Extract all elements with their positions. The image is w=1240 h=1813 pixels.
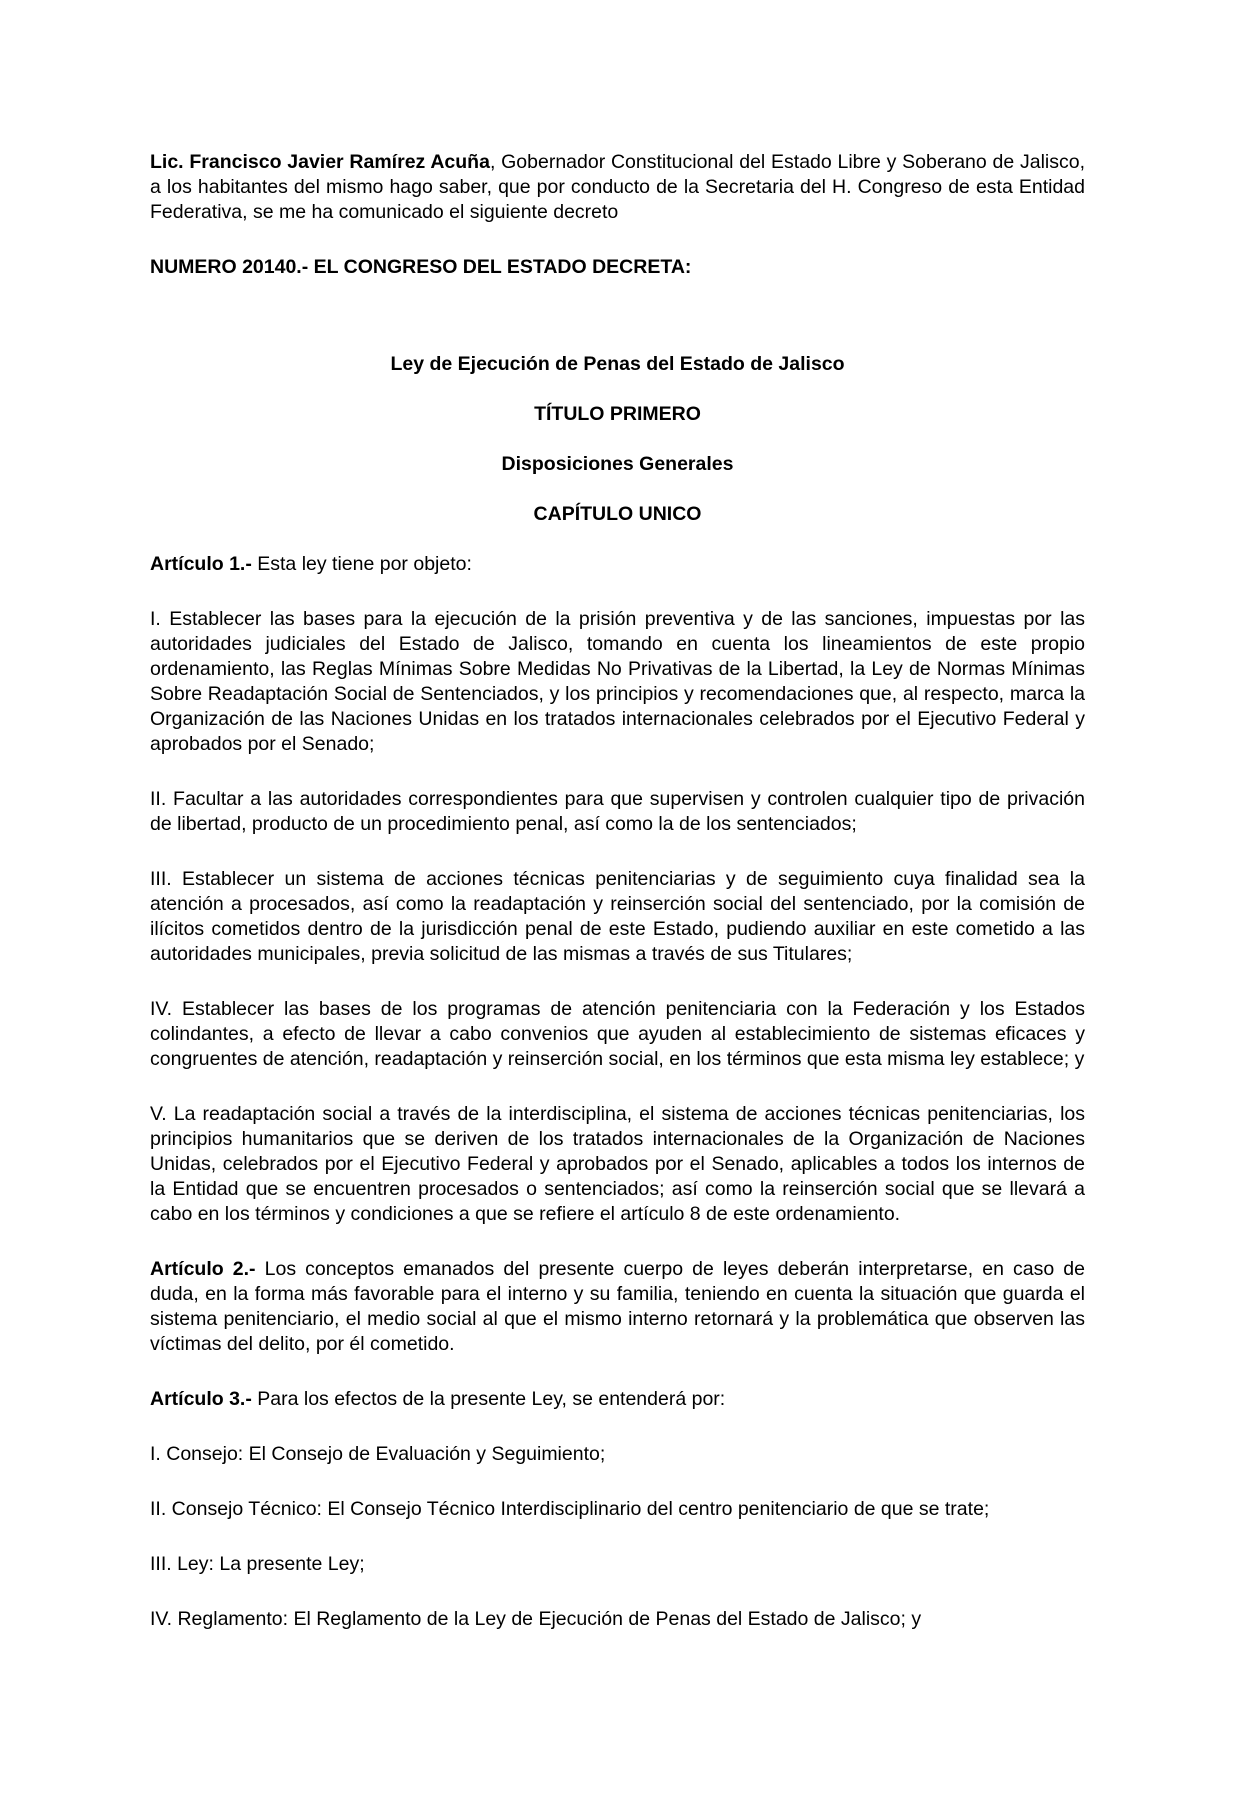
title-heading: TÍTULO PRIMERO xyxy=(534,403,701,425)
article-1-text: Esta ley tiene por objeto: xyxy=(251,553,472,575)
article-3-item: I. Consejo: El Consejo de Evaluación y Seguimiento; xyxy=(150,1443,606,1465)
chapter-heading: CAPÍTULO UNICO xyxy=(533,503,702,525)
decree-heading: NUMERO 20140.- EL CONGRESO DEL ESTADO DECRETA: xyxy=(150,256,692,278)
article-3-text: Para los efectos de la presente Ley, se entenderá por: xyxy=(251,1388,726,1410)
article-3-item: III. Ley: La presente Ley; xyxy=(150,1553,365,1575)
law-title: Ley de Ejecución de Penas del Estado de Jalisco xyxy=(390,353,845,375)
article-3-heading xyxy=(150,1387,1085,1412)
article-1-item: III. Establecer un sistema de acciones técnicas penitenciarias y de seguimiento cuya finalidad sea la atención a procesados, así como la readaptación y reinserción social del sentenciado, por la comisión de ilícitos cometidos dentro de la jurisdicción penal de este Estado, pudiendo auxiliar en este cometido a las autoridades municipales, previa solicitud de las mismas a través de sus Titulares; xyxy=(150,868,1085,965)
article-1-item: IV. Establecer las bases de los programas de atención penitenciaria con la Federación y los Estados colindantes, a efecto de llevar a cabo convenios que ayuden al establecimiento de sistemas eficaces y congruentes de atención, readaptación y reinserción social, en los términos que esta misma ley establece; y xyxy=(150,998,1085,1070)
article-3-item: II. Consejo Técnico: El Consejo Técnico Interdisciplinario del centro penitenciario de que se trate; xyxy=(150,1498,990,1520)
article-3-label: Artículo 3.- xyxy=(150,1388,252,1410)
article-2-label: Artículo 2.- xyxy=(150,1258,256,1280)
article-2-paragraph xyxy=(150,1257,1085,1357)
intro-paragraph xyxy=(150,150,1085,225)
governor-name: Lic. Francisco Javier Ramírez Acuña xyxy=(150,151,490,173)
document-page xyxy=(150,150,1085,1662)
subtitle-heading: Disposiciones Generales xyxy=(501,453,734,475)
article-1-item: V. La readaptación social a través de la interdisciplina, el sistema de acciones técnicas penitenciarias, los principios humanitarios que se deriven de los tratados internacionales de la Organización de Naciones Unidas, celebrados por el Ejecutivo Federal y aprobados por el Senado, aplicables a todos los internos de la Entidad que se encuentren procesados o sentenciados; así como la reinserción social que se llevará a cabo en los términos y condiciones a que se refiere el artículo 8 de este ordenamiento. xyxy=(150,1103,1085,1225)
article-3-item: IV. Reglamento: El Reglamento de la Ley de Ejecución de Penas del Estado de Jalisco; y xyxy=(150,1608,922,1630)
intro-text: , Gobernador Constitucional del Estado Libre y Soberano de Jalisco, a los habitantes del mismo hago saber, que por conducto de la Secretaria del H. Congreso de esta Entidad Federativa, se me ha comunicado el siguiente decreto xyxy=(150,151,1085,223)
article-1-label: Artículo 1.- xyxy=(150,553,252,575)
article-1-heading xyxy=(150,552,1085,577)
article-2-text: Los conceptos emanados del presente cuerpo de leyes deberán interpretarse, en caso de duda, en la forma más favorable para el interno y su familia, teniendo en cuenta la situación que guarda el sistema penitenciario, el medio social al que el mismo interno retornará y la problemática que observen las víctimas del delito, por él cometido. xyxy=(150,1258,1086,1355)
article-1-item: I. Establecer las bases para la ejecución de la prisión preventiva y de las sanciones, impuestas por las autoridades judiciales del Estado de Jalisco, tomando en cuenta los lineamientos de este propio ordenamiento, las Reglas Mínimas Sobre Medidas No Privativas de la Libertad, la Ley de Normas Mínimas Sobre Readaptación Social de Sentenciados, y los principios y recomendaciones que, al respecto, marca la Organización de las Naciones Unidas en los tratados internacionales celebrados por el Ejecutivo Federal y aprobados por el Senado; xyxy=(150,608,1085,755)
article-1-item: II. Facultar a las autoridades correspondientes para que supervisen y controlen cualquier tipo de privación de libertad, producto de un procedimiento penal, así como la de los sentenciados; xyxy=(150,788,1085,835)
